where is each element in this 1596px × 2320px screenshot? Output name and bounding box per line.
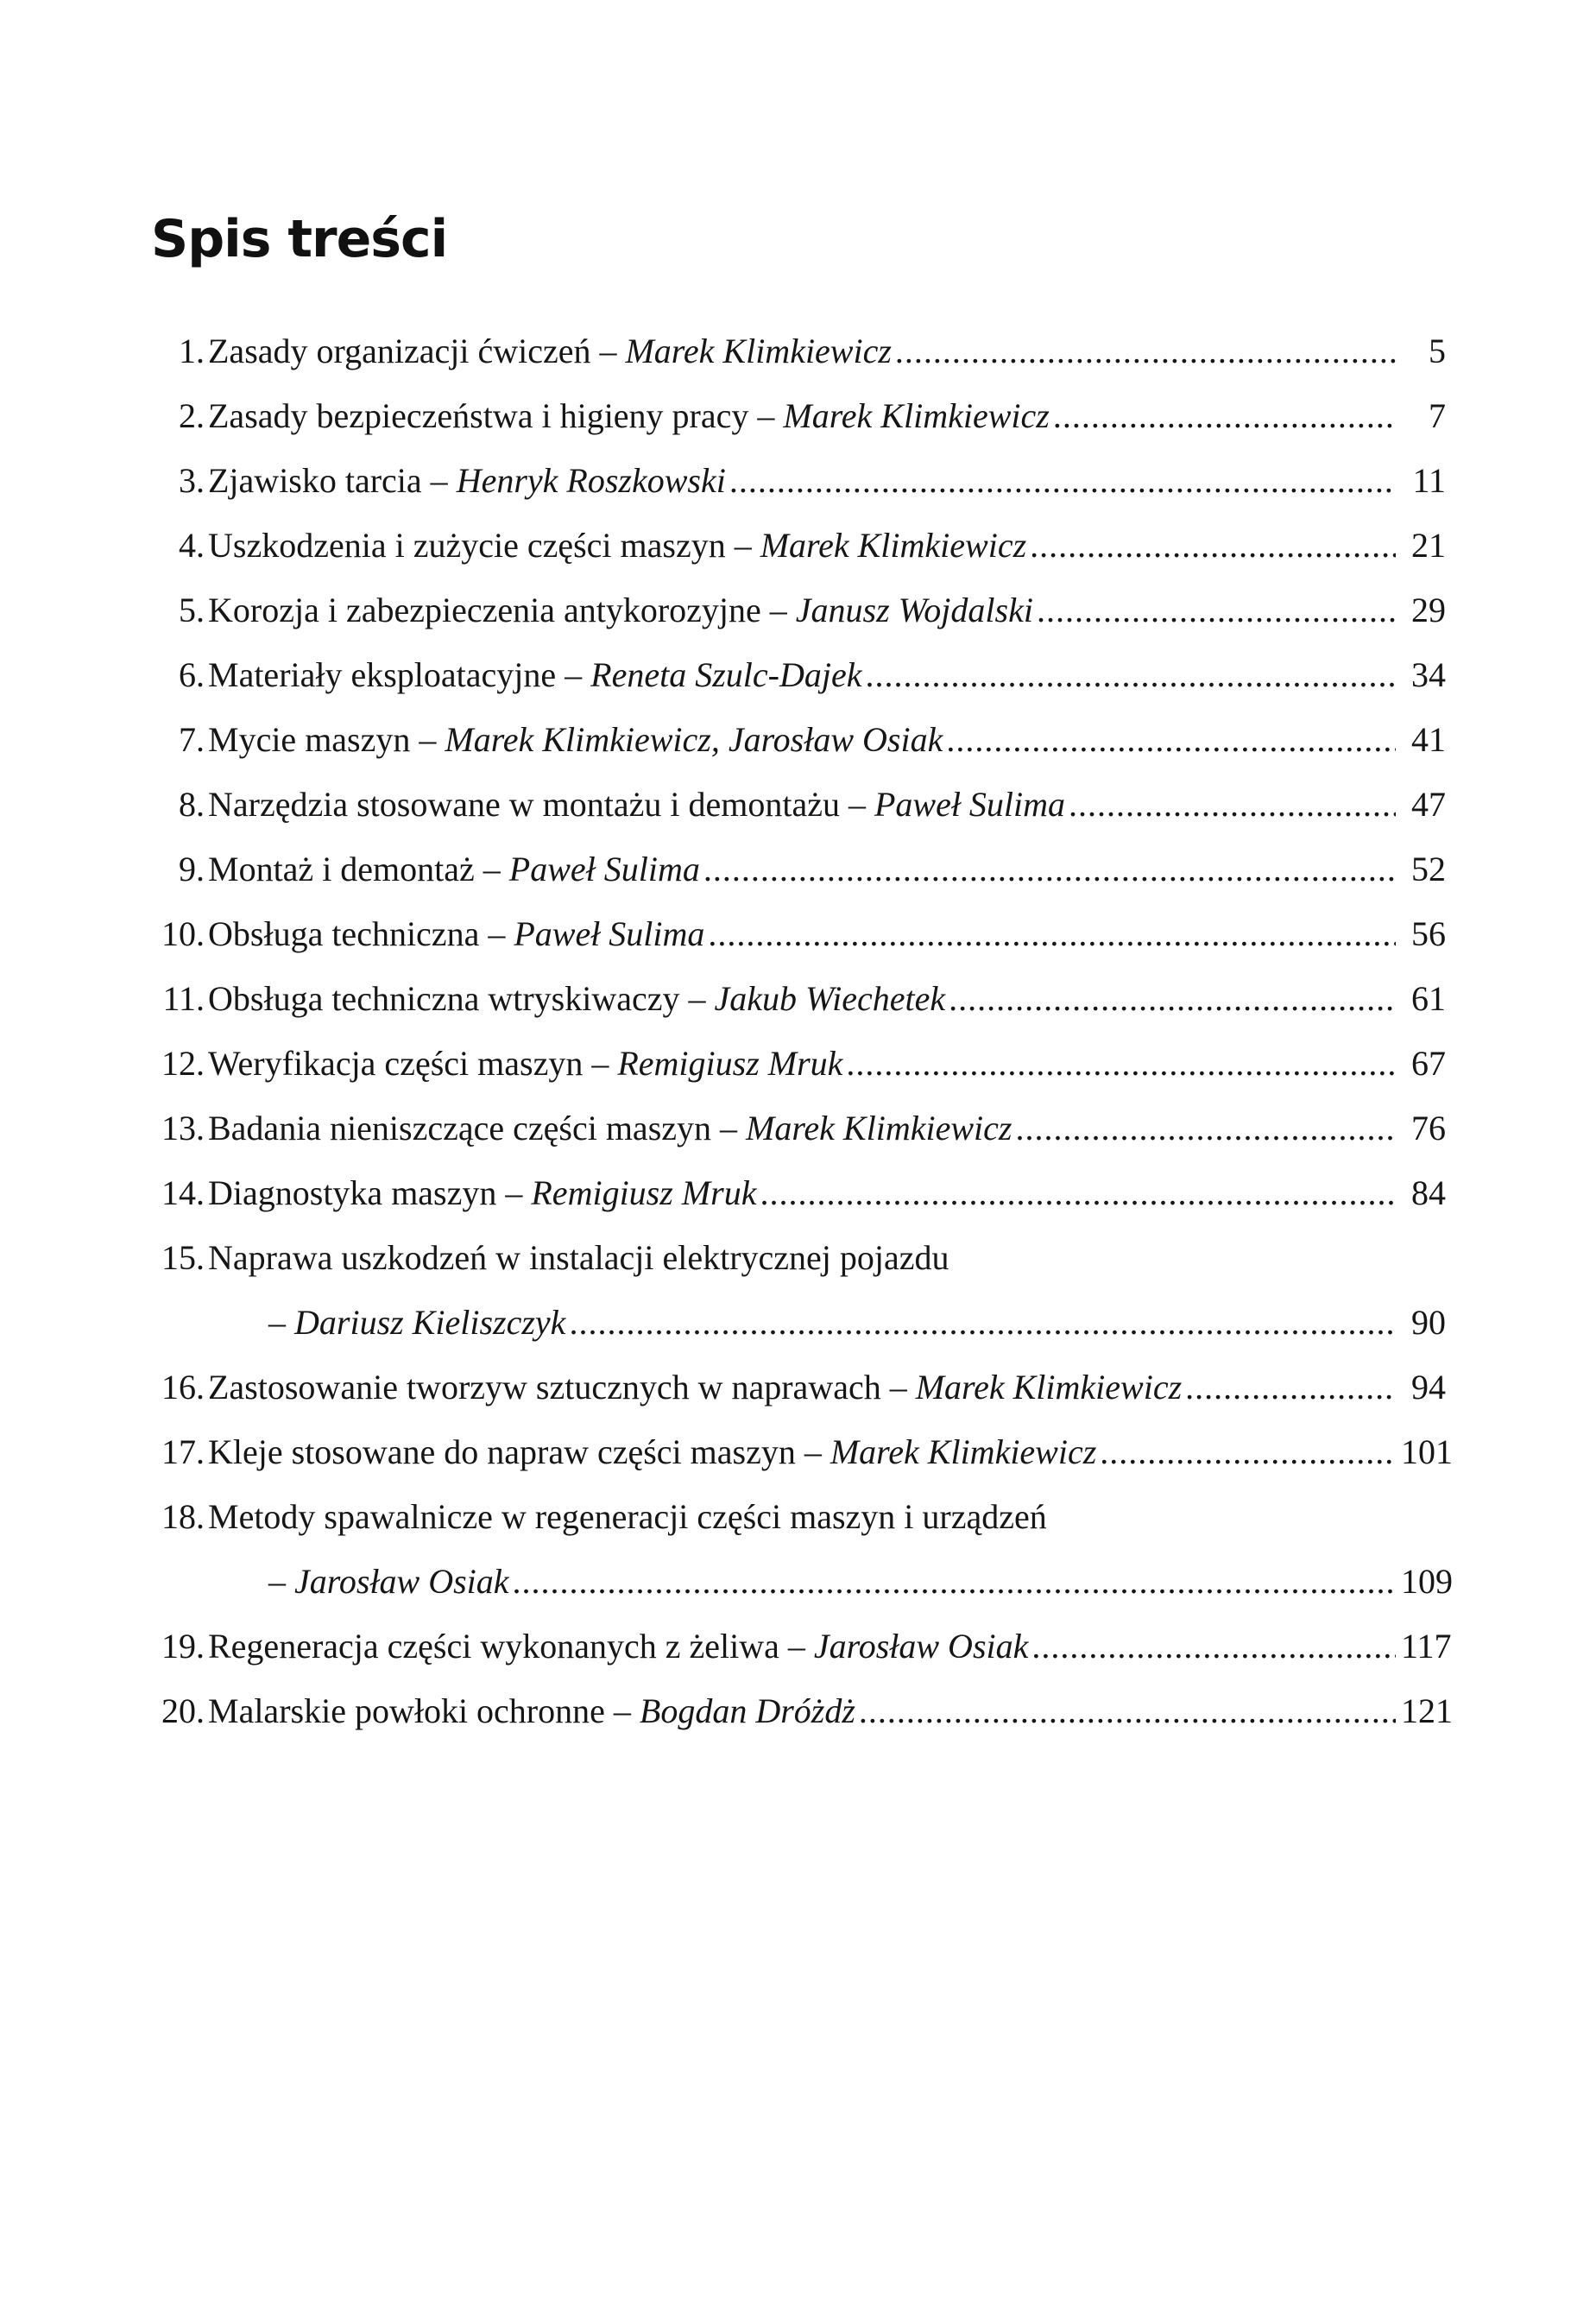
dot-leader [895,326,1396,377]
entry-number: 3. [179,461,205,500]
entry-number: 6. [179,655,205,694]
entry-title: Materiały eksploatacyjne – [208,655,591,694]
entry-page: 61 [1411,979,1446,1018]
entry-page: 56 [1411,914,1446,953]
toc-entry [134,1621,1452,1672]
entry-number: 9. [179,850,205,888]
entry-number: 8. [179,785,205,824]
dot-leader [569,1297,1396,1349]
dot-leader [946,714,1396,766]
entry-number: 4. [179,526,205,565]
entry-author: Reneta Szulc-Dajek [590,655,862,694]
toc-entry [134,1038,1446,1090]
entry-title-continuation: – [268,1303,294,1342]
entry-number: 5. [179,591,205,629]
entry-page: 117 [1401,1627,1452,1666]
entry-author: Jarosław Osiak [813,1627,1029,1666]
entry-page: 5 [1429,332,1446,370]
entry-title: Mycie maszyn – [208,720,445,759]
toc-entry [134,1362,1446,1413]
entry-number: 14. [161,1173,205,1212]
entry-page: 94 [1411,1368,1446,1407]
toc-entry-continuation [134,1556,1453,1608]
toc-entry [134,1232,1446,1284]
entry-number: 16. [161,1368,205,1407]
entry-author: Marek Klimkiewicz, Jarosław Osiak [445,720,943,759]
entry-title: Badania nieniszczące części maszyn – [208,1109,747,1147]
entry-author: Remigiusz Mruk [531,1173,757,1212]
entry-title: Regeneracja części wykonanych z żeliwa – [208,1627,814,1666]
dot-leader [1069,779,1396,831]
toc-entry [134,1103,1446,1154]
entry-title: Obsługa techniczna wtryskiwaczy – [208,979,715,1018]
entry-author: Bogdan Dróżdż [639,1691,855,1730]
dot-leader [729,455,1396,507]
entry-title: Kleje stosowane do napraw części maszyn – [208,1432,830,1471]
entry-number: 19. [161,1627,205,1666]
entry-author: Marek Klimkiewicz [915,1368,1183,1407]
entry-page: 76 [1411,1109,1446,1147]
dot-leader [708,908,1396,960]
dot-leader [760,1167,1396,1219]
entry-title: Korozja i zabezpieczenia antykorozyjne – [208,591,796,629]
entry-author: Paweł Sulima [874,785,1066,824]
entry-number: 15. [161,1238,205,1277]
entry-number: 13. [161,1109,205,1147]
entry-title: Obsługa techniczna – [208,914,514,953]
toc-entry-continuation [134,1297,1446,1349]
dot-leader [1031,1621,1396,1672]
dot-leader [513,1556,1396,1608]
entry-title: Diagnostyka maszyn – [208,1173,532,1212]
dot-leader [1030,520,1396,572]
toc-entry [134,390,1446,442]
toc-entry [134,1426,1453,1478]
entry-title: Zastosowanie tworzyw sztucznych w naprawach – [208,1368,916,1407]
entry-number: 2. [179,396,205,435]
entry-number: 11. [162,979,205,1018]
entry-title: Narzędzia stosowane w montażu i demontażu – [208,785,874,824]
toc-entry [134,1685,1453,1737]
entry-title: Zasady bezpieczeństwa i higieny pracy – [208,396,784,435]
entry-author: Marek Klimkiewicz [746,1109,1012,1147]
toc-entry [134,908,1446,960]
dot-leader [859,1685,1396,1737]
entry-author: Paweł Sulima [508,850,700,888]
entry-author: Marek Klimkiewicz [760,526,1027,565]
entry-page: 109 [1401,1562,1453,1601]
entry-page: 101 [1401,1432,1453,1471]
entry-number: 12. [161,1044,205,1083]
entry-number: 10. [161,914,205,953]
entry-page: 34 [1411,655,1446,694]
toc-entry [134,844,1446,895]
entry-author: Henryk Roszkowski [456,461,726,500]
dot-leader [703,844,1396,895]
toc-entry [134,779,1446,831]
entry-number: 7. [179,720,205,759]
entry-title: Montaż i demontaż – [208,850,509,888]
entry-page: 29 [1411,591,1446,629]
toc-entry [134,973,1446,1025]
dot-leader [1185,1362,1396,1413]
toc-entry [134,649,1446,701]
toc-entry [134,1167,1446,1219]
entry-page: 90 [1411,1303,1446,1342]
entry-title-continuation: – [268,1562,294,1601]
entry-title: Metody spawalnicze w regeneracji części maszyn i urządzeń [208,1497,1047,1536]
entry-number: 17. [161,1432,205,1471]
entry-title: Uszkodzenia i zużycie części maszyn – [208,526,760,565]
entry-author: Paweł Sulima [514,914,705,953]
entry-author: Jakub Wiechetek [714,979,946,1018]
dot-leader [866,649,1397,701]
dot-leader [846,1038,1396,1090]
entry-page: 121 [1401,1691,1453,1730]
entry-title: Zjawisko tarcia – [208,461,457,500]
toc-entry [134,714,1446,766]
entry-number: 18. [161,1497,205,1536]
entry-number: 20. [161,1691,205,1730]
entry-author: Marek Klimkiewicz [783,396,1050,435]
entry-title: Zasady organizacji ćwiczeń – [208,332,626,370]
entry-page: 52 [1411,850,1446,888]
entry-number: 1. [179,332,205,370]
entry-author: Jarosław Osiak [294,1562,509,1601]
entry-page: 41 [1411,720,1446,759]
entry-author: Marek Klimkiewicz [830,1432,1097,1471]
toc-entry [134,585,1446,636]
entry-page: 11 [1412,461,1446,500]
toc-entry [134,1491,1446,1543]
entry-author: Dariusz Kieliszczyk [294,1303,566,1342]
entry-author: Marek Klimkiewicz [625,332,892,370]
entry-page: 67 [1411,1044,1446,1083]
entry-title: Weryfikacja części maszyn – [208,1044,618,1083]
entry-page: 7 [1429,396,1446,435]
toc-entry [134,326,1446,377]
dot-leader [1053,390,1396,442]
dot-leader [949,973,1396,1025]
entry-page: 47 [1411,785,1446,824]
entry-title: Naprawa uszkodzeń w instalacji elektrycznej pojazdu [208,1238,949,1277]
entry-page: 84 [1411,1173,1446,1212]
entry-author: Janusz Wojdalski [795,591,1033,629]
dot-leader [1037,585,1396,636]
toc-entry [134,520,1446,572]
entry-title: Malarskie powłoki ochronne – [208,1691,640,1730]
entry-page: 21 [1411,526,1446,565]
dot-leader [1100,1426,1396,1478]
page-title: Spis treści [151,209,448,269]
dot-leader [1015,1103,1396,1154]
toc-entry [134,455,1446,507]
entry-author: Remigiusz Mruk [617,1044,843,1083]
